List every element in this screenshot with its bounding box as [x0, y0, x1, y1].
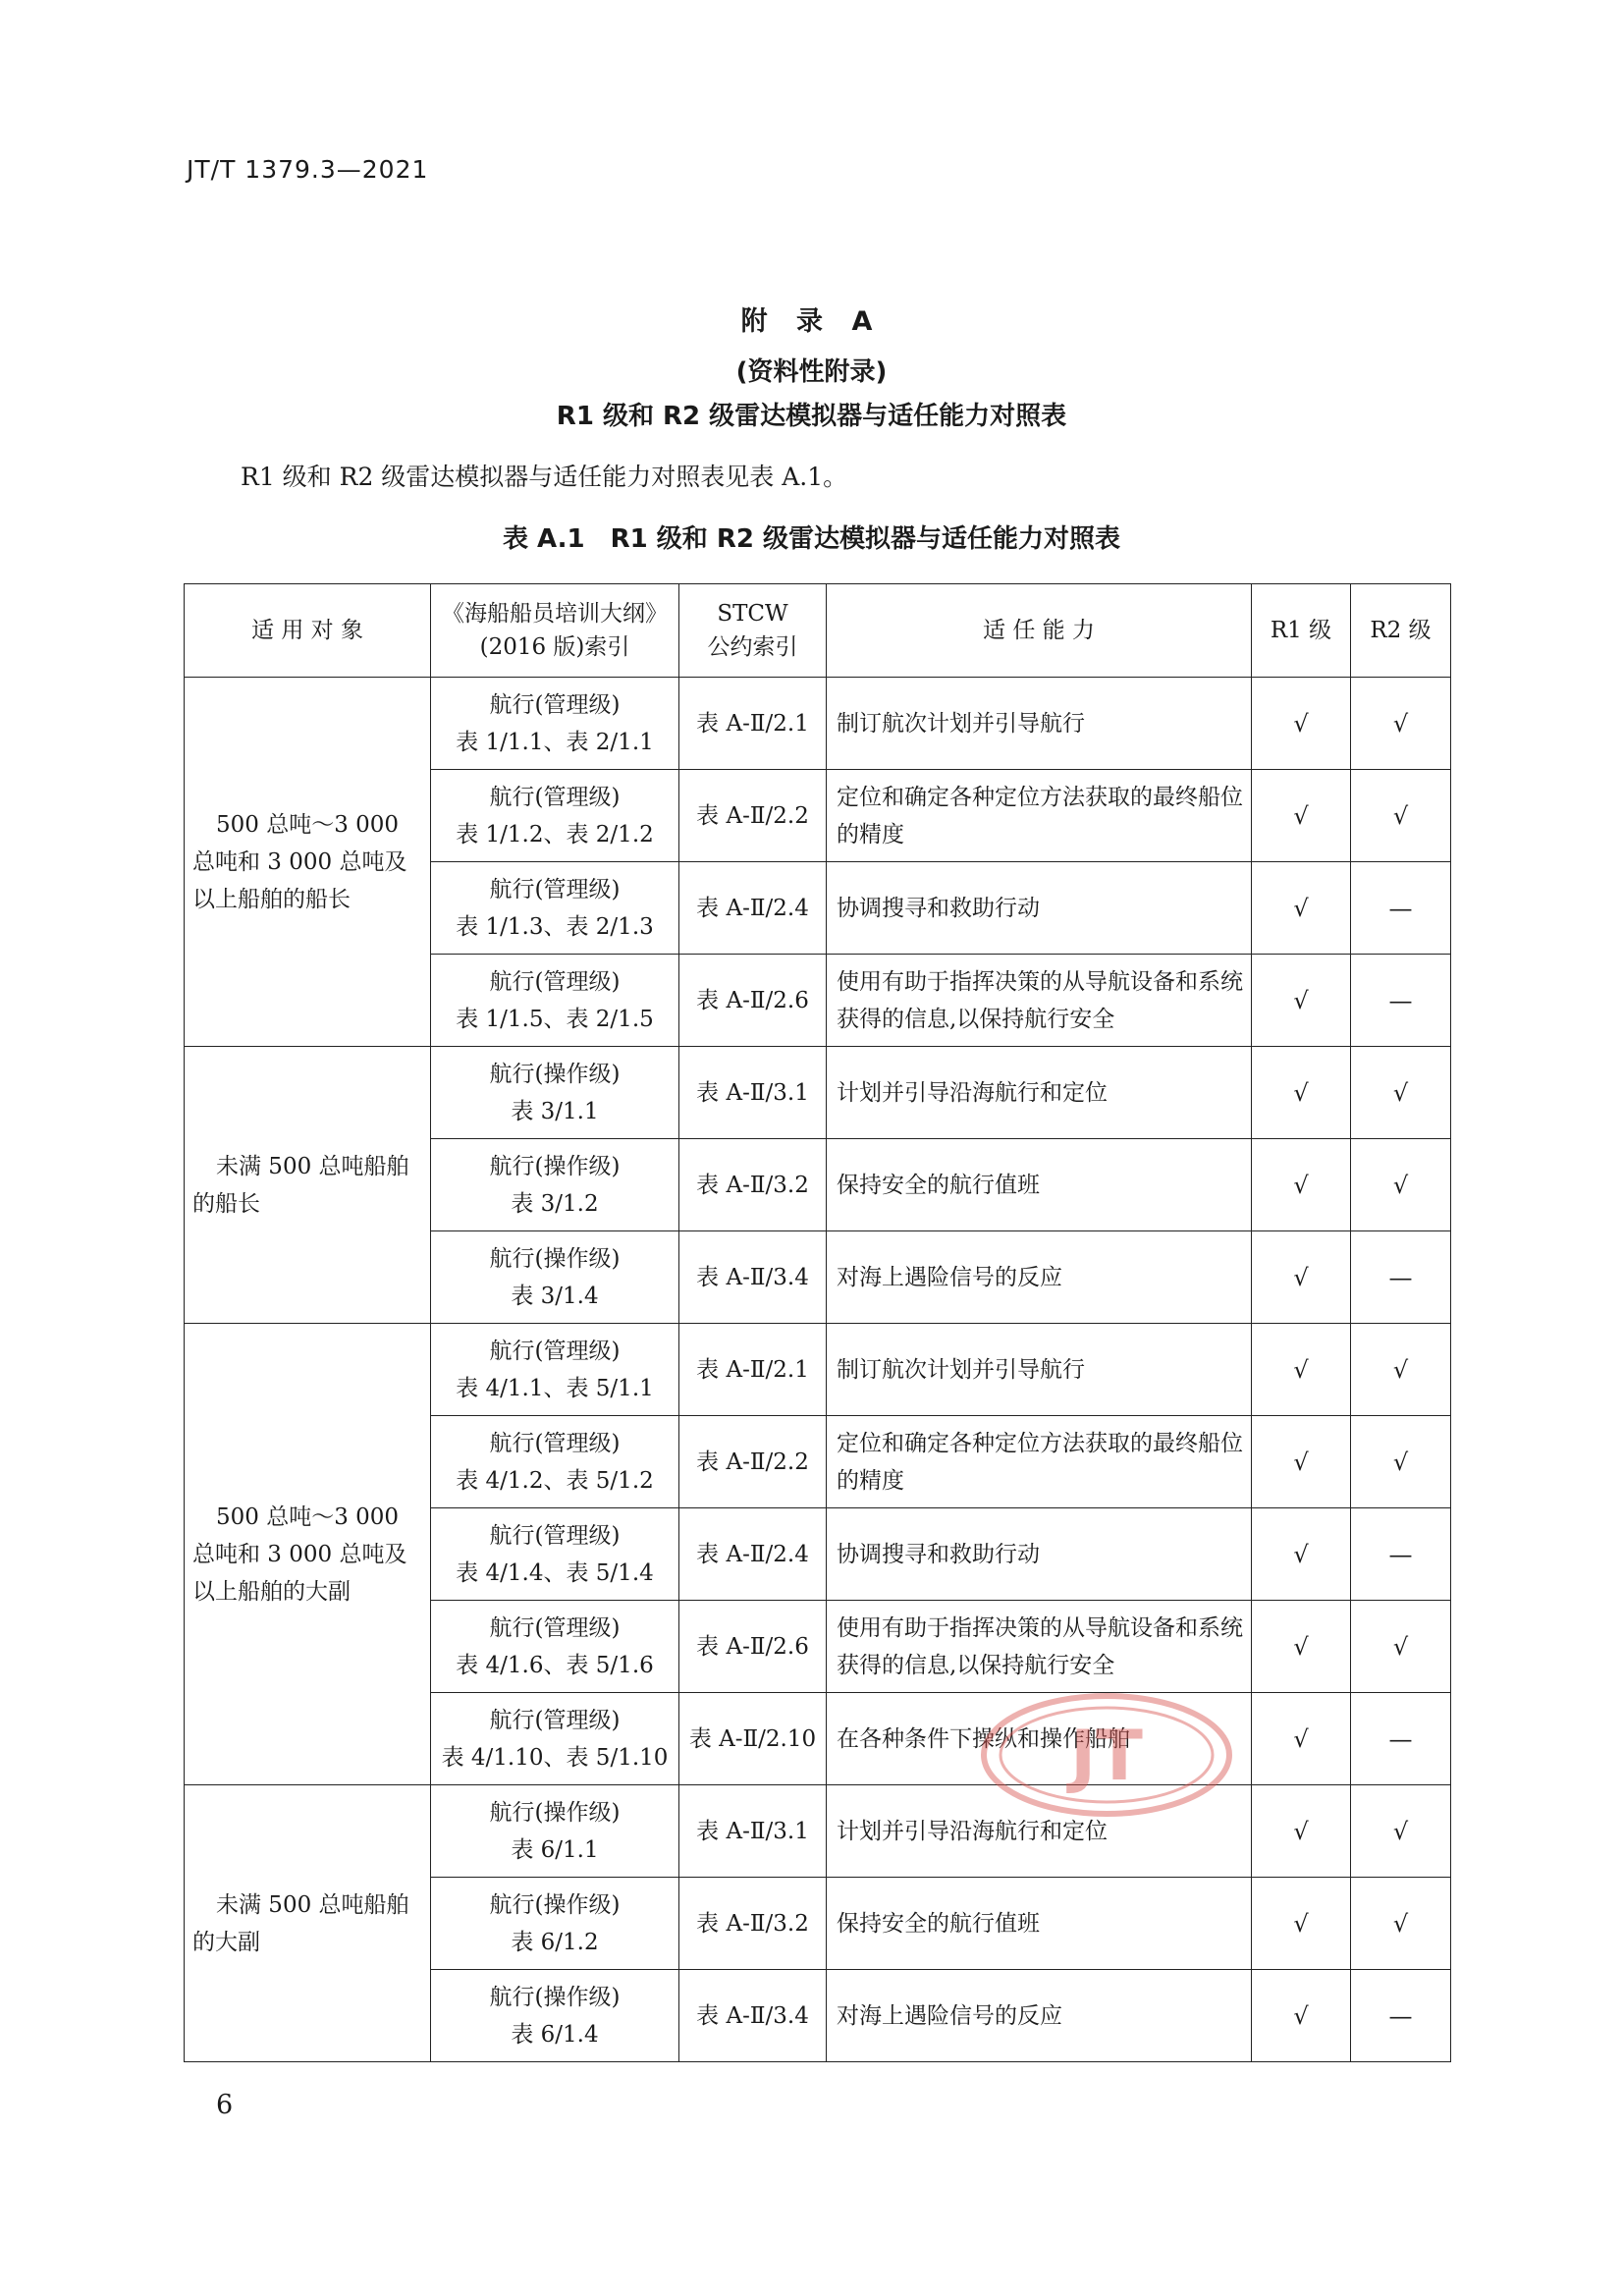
syllabus-table-ref: 表 6/1.4 [511, 2021, 599, 2048]
competence-cell: 保持安全的航行值班 [827, 1139, 1252, 1231]
stcw-index-cell: 表 A-Ⅱ/2.2 [679, 770, 827, 862]
applicable-object-text: 未满 500 总吨船舶的大副 [192, 1891, 409, 1955]
header-stcw-line1: STCW [717, 601, 788, 627]
syllabus-index-cell [431, 1231, 679, 1324]
stcw-index-cell: 表 A-Ⅱ/2.4 [679, 862, 827, 955]
competence-cell: 制订航次计划并引导航行 [827, 678, 1252, 770]
r2-mark-cell: √ [1351, 1324, 1451, 1416]
syllabus-table-ref: 表 3/1.1 [511, 1098, 599, 1124]
syllabus-level: 航行(操作级) [489, 1061, 621, 1087]
r1-mark-cell: √ [1252, 955, 1351, 1047]
syllabus-index-cell [431, 1047, 679, 1139]
header-stcw-line2: 公约索引 [707, 634, 798, 660]
table-row [185, 678, 1451, 770]
applicable-object-cell [185, 1047, 431, 1324]
syllabus-table-ref: 表 1/1.3、表 2/1.3 [456, 913, 654, 940]
r2-mark-cell: √ [1351, 1601, 1451, 1693]
syllabus-level: 航行(管理级) [489, 1707, 621, 1733]
r1-mark-cell: √ [1252, 1878, 1351, 1970]
syllabus-index-cell [431, 1878, 679, 1970]
syllabus-index-cell [431, 1324, 679, 1416]
header-stcw [679, 584, 827, 678]
table-header-row [185, 584, 1451, 678]
stcw-index-cell: 表 A-Ⅱ/2.1 [679, 678, 827, 770]
syllabus-index-cell [431, 1970, 679, 2062]
applicable-object-cell [185, 1324, 431, 1785]
header-syllabus-line2: (2016 版)索引 [479, 634, 630, 660]
syllabus-level: 航行(管理级) [489, 1614, 621, 1641]
syllabus-index-cell [431, 1416, 679, 1508]
stcw-index-cell: 表 A-Ⅱ/2.2 [679, 1416, 827, 1508]
syllabus-table-ref: 表 4/1.2、表 5/1.2 [456, 1467, 654, 1494]
competence-cell: 制订航次计划并引导航行 [827, 1324, 1252, 1416]
stcw-index-cell: 表 A-Ⅱ/3.1 [679, 1047, 827, 1139]
r1-mark-cell: √ [1252, 1324, 1351, 1416]
r2-mark-cell: — [1351, 955, 1451, 1047]
syllabus-level: 航行(管理级) [489, 968, 621, 995]
stcw-index-cell: 表 A-Ⅱ/3.4 [679, 1970, 827, 2062]
syllabus-index-cell [431, 678, 679, 770]
syllabus-table-ref: 表 1/1.5、表 2/1.5 [456, 1006, 654, 1032]
table-caption: 表 A.1 R1 级和 R2 级雷达模拟器与适任能力对照表 [502, 524, 1120, 554]
r1-mark-cell: √ [1252, 1231, 1351, 1324]
syllabus-table-ref: 表 6/1.1 [511, 1836, 599, 1863]
header-object: 适 用 对 象 [185, 584, 431, 678]
standard-code: JT/T 1379.3—2021 [187, 155, 429, 184]
syllabus-index-cell [431, 1508, 679, 1601]
stamp-text: JT [1070, 1716, 1143, 1796]
r1-mark-cell: √ [1252, 1047, 1351, 1139]
syllabus-level: 航行(操作级) [489, 1153, 621, 1179]
header-syllabus [431, 584, 679, 678]
syllabus-index-cell [431, 770, 679, 862]
syllabus-index-cell [431, 1139, 679, 1231]
syllabus-level: 航行(操作级) [489, 1984, 621, 2010]
stcw-index-cell: 表 A-Ⅱ/2.6 [679, 955, 827, 1047]
syllabus-table-ref: 表 1/1.2、表 2/1.2 [456, 821, 654, 847]
r2-mark-cell: √ [1351, 770, 1451, 862]
syllabus-table-ref: 表 4/1.6、表 5/1.6 [456, 1652, 654, 1678]
r1-mark-cell: √ [1252, 1601, 1351, 1693]
appendix-name: R1 级和 R2 级雷达模拟器与适任能力对照表 [556, 402, 1067, 431]
r1-mark-cell: √ [1252, 1139, 1351, 1231]
syllabus-index-cell [431, 1601, 679, 1693]
r1-mark-cell: √ [1252, 1785, 1351, 1878]
syllabus-level: 航行(操作级) [489, 1891, 621, 1918]
syllabus-index-cell [431, 1693, 679, 1785]
r1-mark-cell: √ [1252, 862, 1351, 955]
stcw-index-cell: 表 A-Ⅱ/2.4 [679, 1508, 827, 1601]
r2-mark-cell: √ [1351, 1047, 1451, 1139]
r2-mark-cell: √ [1351, 1878, 1451, 1970]
competence-cell: 协调搜寻和救助行动 [827, 862, 1252, 955]
r1-mark-cell: √ [1252, 678, 1351, 770]
header-competence: 适 任 能 力 [827, 584, 1252, 678]
table-row [185, 1324, 1451, 1416]
syllabus-level: 航行(管理级) [489, 1338, 621, 1364]
syllabus-level: 航行(管理级) [489, 876, 621, 902]
syllabus-index-cell [431, 955, 679, 1047]
stcw-index-cell: 表 A-Ⅱ/2.6 [679, 1601, 827, 1693]
applicable-object-text: 未满 500 总吨船舶的船长 [192, 1153, 409, 1217]
stcw-index-cell: 表 A-Ⅱ/3.1 [679, 1785, 827, 1878]
competence-cell: 使用有助于指挥决策的从导航设备和系统获得的信息,以保持航行安全 [827, 1601, 1252, 1693]
page-number: 6 [216, 2090, 234, 2120]
syllabus-table-ref: 表 1/1.1、表 2/1.1 [456, 729, 654, 755]
competence-cell: 计划并引导沿海航行和定位 [827, 1785, 1252, 1878]
applicable-object-cell [185, 1785, 431, 2062]
applicable-object-text: 500 总吨～3 000 总吨和 3 000 总吨及以上船舶的船长 [192, 811, 407, 912]
competence-table [184, 583, 1451, 2062]
applicable-object-cell [185, 678, 431, 1047]
syllabus-table-ref: 表 4/1.1、表 5/1.1 [456, 1375, 654, 1401]
stcw-index-cell: 表 A-Ⅱ/3.2 [679, 1139, 827, 1231]
competence-cell: 计划并引导沿海航行和定位 [827, 1047, 1252, 1139]
r1-mark-cell: √ [1252, 1416, 1351, 1508]
syllabus-level: 航行(管理级) [489, 691, 621, 718]
syllabus-table-ref: 表 3/1.2 [511, 1190, 599, 1217]
stcw-index-cell: 表 A-Ⅱ/2.1 [679, 1324, 827, 1416]
appendix-subtitle: (资料性附录) [735, 357, 888, 387]
competence-cell: 保持安全的航行值班 [827, 1878, 1252, 1970]
competence-cell: 协调搜寻和救助行动 [827, 1508, 1252, 1601]
syllabus-index-cell [431, 862, 679, 955]
r2-mark-cell: √ [1351, 1416, 1451, 1508]
syllabus-table-ref: 表 4/1.10、表 5/1.10 [441, 1744, 669, 1771]
appendix-title: 附 录 A [740, 306, 883, 337]
table-body [185, 678, 1451, 2062]
syllabus-level: 航行(管理级) [489, 1522, 621, 1549]
header-r2: R2 级 [1351, 584, 1451, 678]
r2-mark-cell: √ [1351, 678, 1451, 770]
syllabus-table-ref: 表 4/1.4、表 5/1.4 [456, 1559, 654, 1586]
competence-cell: 对海上遇险信号的反应 [827, 1231, 1252, 1324]
competence-cell: 定位和确定各种定位方法获取的最终船位的精度 [827, 770, 1252, 862]
r2-mark-cell: √ [1351, 1139, 1451, 1231]
r2-mark-cell: √ [1351, 1785, 1451, 1878]
applicable-object-text: 500 总吨～3 000 总吨和 3 000 总吨及以上船舶的大副 [192, 1503, 407, 1605]
competence-cell: 对海上遇险信号的反应 [827, 1970, 1252, 2062]
r2-mark-cell: — [1351, 1693, 1451, 1785]
syllabus-level: 航行(管理级) [489, 784, 621, 810]
syllabus-level: 航行(操作级) [489, 1799, 621, 1826]
table-row [185, 1047, 1451, 1139]
table-row [185, 1785, 1451, 1878]
r1-mark-cell: √ [1252, 1693, 1351, 1785]
r2-mark-cell: — [1351, 862, 1451, 955]
competence-cell: 在各种条件下操纵和操作船舶 [827, 1693, 1252, 1785]
r1-mark-cell: √ [1252, 770, 1351, 862]
syllabus-table-ref: 表 6/1.2 [511, 1929, 599, 1955]
competence-cell: 定位和确定各种定位方法获取的最终船位的精度 [827, 1416, 1252, 1508]
intro-paragraph: R1 级和 R2 级雷达模拟器与适任能力对照表见表 A.1。 [241, 463, 848, 491]
stcw-index-cell: 表 A-Ⅱ/2.10 [679, 1693, 827, 1785]
r2-mark-cell: — [1351, 1508, 1451, 1601]
syllabus-index-cell [431, 1785, 679, 1878]
r1-mark-cell: √ [1252, 1508, 1351, 1601]
header-r1: R1 级 [1252, 584, 1351, 678]
r2-mark-cell: — [1351, 1970, 1451, 2062]
header-syllabus-line1: 《海船船员培训大纲》 [442, 601, 668, 627]
stcw-index-cell: 表 A-Ⅱ/3.2 [679, 1878, 827, 1970]
syllabus-level: 航行(管理级) [489, 1430, 621, 1456]
stcw-index-cell: 表 A-Ⅱ/3.4 [679, 1231, 827, 1324]
syllabus-table-ref: 表 3/1.4 [511, 1283, 599, 1309]
r2-mark-cell: — [1351, 1231, 1451, 1324]
syllabus-level: 航行(操作级) [489, 1245, 621, 1272]
competence-cell: 使用有助于指挥决策的从导航设备和系统获得的信息,以保持航行安全 [827, 955, 1252, 1047]
r1-mark-cell: √ [1252, 1970, 1351, 2062]
